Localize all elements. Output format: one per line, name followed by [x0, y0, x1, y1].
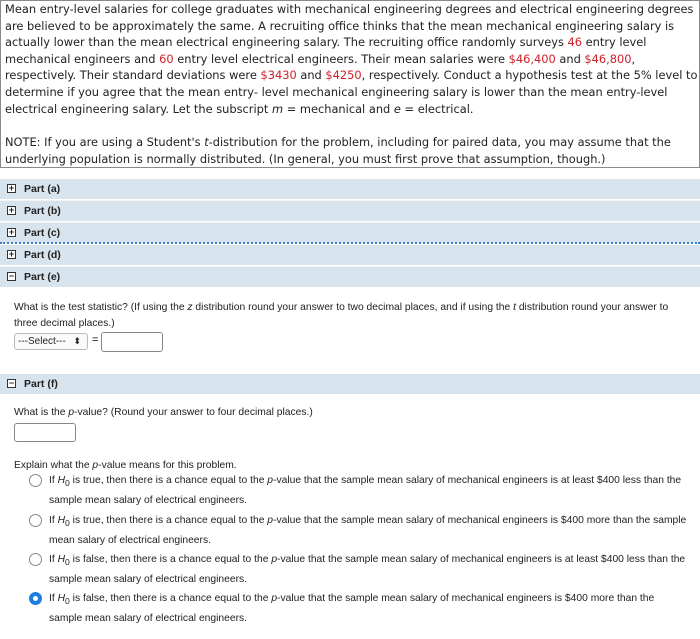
part-a-header[interactable]: + Part (a) [0, 179, 700, 199]
elec-mean: $46,800 [584, 51, 632, 66]
option-3-radio[interactable] [29, 553, 42, 566]
mech-sd: $3430 [260, 68, 297, 83]
note-text: NOTE: If you are using a Student's t-distribution for the problem, including for paired data, you may assume that the underlying population is normally distributed. (In general, you must first prove that assumption, though.) [5, 135, 671, 166]
test-statistic-question: What is the test statistic? (If using the z distribution round your answer to two decimal places, and if using the t distribution round your answer to three decimal places.) [14, 302, 669, 329]
option-3-text[interactable]: If $H_0$ is false, then there is a chance equal to the p-value that the sample mean salary of mechanical engineers is at least $400 less than the sample mean salary of electrical engineers. [49, 554, 686, 586]
minus-icon: − [8, 271, 15, 281]
equals-sign: = [92, 334, 99, 346]
elec-sd: $4250 [325, 68, 362, 83]
p-value-input[interactable] [14, 423, 76, 442]
elec-sample-size: 60 [159, 51, 174, 66]
option-1-text[interactable]: If $H_0$ is true, then there is a chance equal to the p-value that the sample mean salary of mechanical engineers is at least $400 less than the sample mean salary of electrical engineers. [49, 475, 682, 507]
option-1-radio[interactable] [29, 474, 42, 487]
part-b-header[interactable]: + Part (b) [0, 201, 700, 221]
option-4-text[interactable]: If $H_0$ is false, then there is a chance equal to the p-value that the sample mean salary of mechanical engineers is $400 more than the sample mean salary of electrical engineers. [49, 593, 655, 625]
statistic-select[interactable]: ---Select--- ⬍ [14, 333, 88, 350]
plus-icon: + [8, 205, 15, 215]
option-4-radio[interactable] [29, 592, 42, 605]
plus-icon: + [8, 249, 15, 259]
p-value-question: What is the p-value? (Round your answer to four decimal places.) [14, 407, 313, 418]
plus-icon: + [8, 183, 15, 193]
focus-outline [0, 242, 700, 244]
option-2-text[interactable]: If $H_0$ is true, then there is a chance equal to the p-value that the sample mean salary of mechanical engineers is $400 more than the sample mean salary of electrical engineers. [49, 515, 687, 547]
plus-icon: + [8, 227, 15, 237]
part-f-header[interactable]: − Part (f) [0, 374, 700, 394]
select-arrows-icon: ⬍ [73, 336, 81, 346]
mech-mean: $46,400 [508, 51, 556, 66]
part-e-header[interactable]: − Part (e) [0, 267, 700, 287]
part-c-header[interactable]: + Part (c) [0, 223, 700, 243]
minus-icon: − [8, 378, 15, 388]
test-statistic-input[interactable] [101, 332, 163, 352]
part-d-header[interactable]: + Part (d) [0, 245, 700, 265]
mech-sample-size: 46 [567, 35, 582, 50]
explain-question: Explain what the p-value means for this problem. [14, 460, 237, 471]
problem-text: Mean entry-level salaries for college graduates with mechanical engineering degrees and electrical engineering degrees are believed to be approximately the same. A recruiting office thinks that the mean mechanical engineering salary is actually lower than the mean electrical engineering salary. The recruiting office randomly surveys 46 entry level mechanical engineers and 60 entry level electrical engineers. Their mean salaries were $46,400 and $46,800, respectively. Their standard deviations were $3430 and $4250, respectively. Conduct a hypothesis test at the 5% level to determine if you agree that the mean entry- level mechanical engineering salary is lower than the mean entry-level electrical engineering salary. Let the subscript m = mechanical and e = electrical. [5, 2, 698, 116]
problem-statement [0, 0, 700, 168]
option-2-radio[interactable] [29, 514, 42, 527]
